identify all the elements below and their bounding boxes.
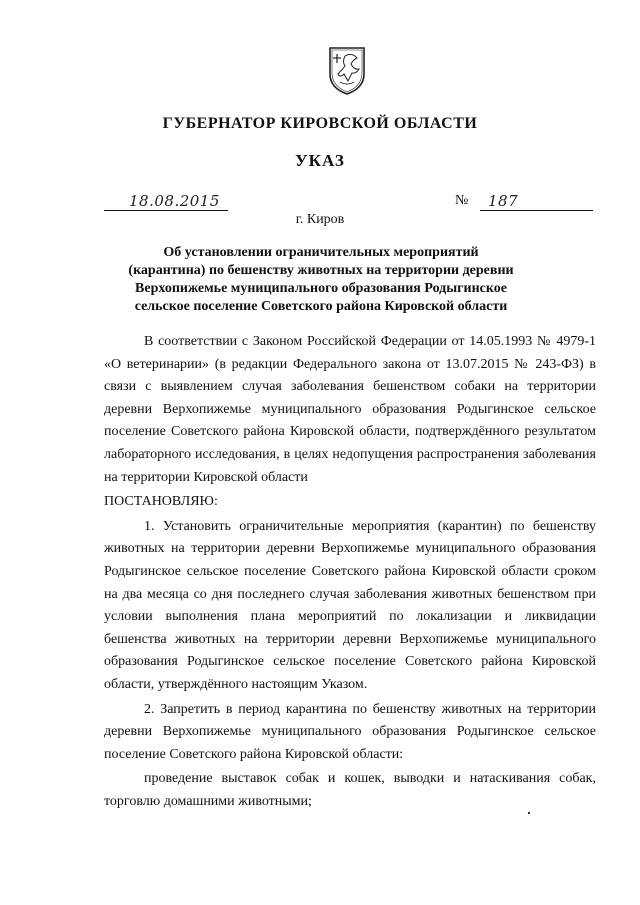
city: г. Киров <box>295 212 345 227</box>
document-type: УКАЗ <box>295 151 345 170</box>
item-2-sub-1: проведение выставок собак и кошек, выводки и натаскивания собак, торговлю домашними животными; <box>104 771 596 809</box>
item-1: 1. Установить ограничительные мероприятия (карантин) по бешенству животных на территории деревни Верхопижемье муниципального образования Родыгинское сельское поселение Советского района Кировской области сроком на два месяца со дня последнего случая заболевания животных бешенством при условии выполнения плана мероприятий по локализации и ликвидации бешенства животных на территории деревни Верхопижемье муниципального образования Родыгинское сельское поселение Советского района Кировской области, утверждённого настоящим Указом. <box>104 518 596 692</box>
number-sign: № <box>455 193 469 208</box>
preamble-paragraph: В соответствии с Законом Российской Федерации от 14.05.1993 № 4979-1 «О ветеринарии» (в редакции Федерального закона от 13.07.2015 № 243-ФЗ) в связи с выявлением случая заболевания бешенством собаки на территории деревни Верхопижемье муниципального образования Родыгинское сельское поселение Советского района Кировской области, подтверждённого результатом лабораторного исследования, в целях недопущения распространения заболевания на территории Кировской области <box>104 334 596 485</box>
date-value: 18.08.2015 <box>129 192 220 210</box>
document-subject: Об установлении ограничительных мероприятий (карантина) по бешенству животных на территории деревни Верхопижемье муниципального образования Родыгинское сельское поселение Советского района Кировской области <box>128 245 514 314</box>
number-field <box>480 188 593 211</box>
document-body <box>104 331 596 813</box>
scan-speck <box>528 812 530 814</box>
number-value: 187 <box>488 192 519 210</box>
resolve-word: ПОСТАНОВЛЯЮ: <box>104 494 218 510</box>
date-field <box>104 188 228 211</box>
issuing-authority: ГУБЕРНАТОР КИРОВСКОЙ ОБЛАСТИ <box>162 115 478 132</box>
item-2: 2. Запретить в период карантина по бешенству животных на территории деревни Верхопижемье муниципального образования Родыгинское сельское поселение Советского района Кировской области: <box>104 701 596 762</box>
kirov-coat-of-arms-icon <box>326 44 368 96</box>
